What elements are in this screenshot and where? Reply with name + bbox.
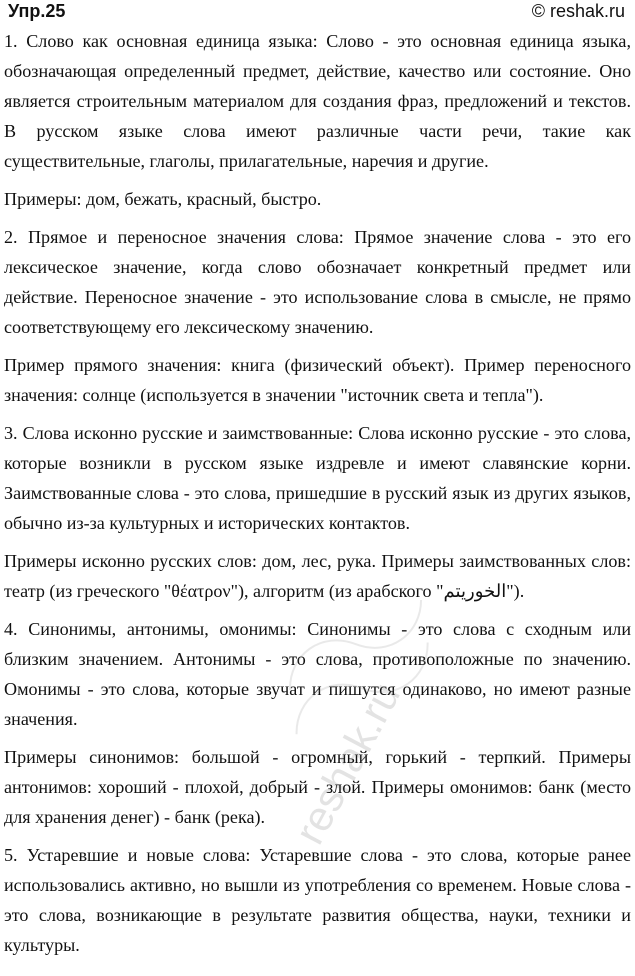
paragraph-3: 3. Слова исконно русские и заимствованные: Слова исконно русские - это слова, которые возникли в русском языке издревле и имеют славянские корни. Заимствованные слова - это слова, пришедшие в русский язык из других языков, обычно из-за культурных и исторических контактов. <box>4 423 631 533</box>
document-body <box>4 26 631 960</box>
exercise-title: Упр.25 <box>8 1 66 21</box>
paragraph-examples-1: Примеры: дом, бежать, красный, быстро. <box>4 189 322 209</box>
header <box>4 0 631 26</box>
watermark-text: reshak.ru <box>285 674 410 852</box>
paragraph-examples-2: Пример прямого значения: книга (физический объект). Пример переносного значения: солнце (используется в значении "источник света и тепла"). <box>4 355 631 405</box>
paragraph-4: 4. Синонимы, антонимы, омонимы: Синонимы - это слова с сходным или близким значением. Антонимы - это слова, противоположные по значению. Омонимы - это слова, которые звучат и пишутся одинаково, но имеют разные значения. <box>4 619 631 729</box>
copyright-label: © reshak.ru <box>531 1 625 21</box>
paragraph-5: 5. Устаревшие и новые слова: Устаревшие слова - это слова, которые ранее использовались активно, но вышли из употребления со временем. Новые слова - это слова, возникающие в результате развития общества, науки, техники и культуры. <box>4 845 631 955</box>
paragraph-2: 2. Прямое и переносное значения слова: Прямое значение слова - это его лексическое значение, когда слово обозначает конкретный предмет или действие. Переносное значение - это использование слова в смысле, не прямо соответствующему его лексическому значению. <box>4 227 631 337</box>
paragraph-examples-4: Примеры синонимов: большой - огромный, горький - терпкий. Примеры антонимов: хороший - плохой, добрый - злой. Примеры омонимов: банк (место для хранения денег) - банк (река). <box>4 747 631 827</box>
paragraph-1: 1. Слово как основная единица языка: Слово - это основная единица языка, обозначающая определенный предмет, действие, качество или состояние. Оно является строительным материалом для создания фраз, предложений и текстов. В русском языке слова имеют различные части речи, такие как существительные, глаголы, прилагательные, наречия и другие. <box>4 31 631 171</box>
paragraph-examples-3: Примеры исконно русских слов: дом, лес, рука. Примеры заимствованных слов: театр (из греческого "θέατρον"), алгоритм (из арабского "الخوريتم"). <box>4 551 631 601</box>
